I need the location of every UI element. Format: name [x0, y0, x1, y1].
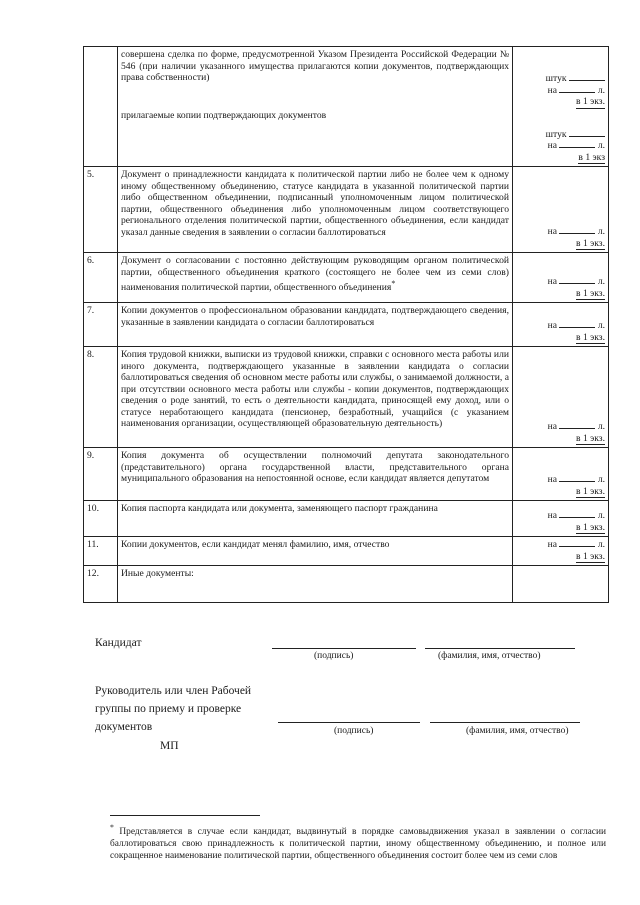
row-number: 8.	[84, 347, 118, 448]
qty-shtuk: штук	[545, 73, 567, 84]
footnote-mark: *	[110, 823, 114, 832]
qty-l: л.	[597, 421, 605, 432]
row-number: 10.	[84, 501, 118, 537]
qty-l: л.	[597, 539, 605, 550]
row-description: Копии документов о профессиональном образовании кандидата, подтверждающего сведения, указанные в заявлении кандидата о согласии баллотироваться	[118, 303, 513, 347]
row-description: Копия паспорта кандидата или документа, заменяющего паспорт гражданина	[118, 501, 513, 537]
qty-na: на	[547, 276, 557, 287]
row-description: Копия документа об осуществлении полномочий депутата законодательного (представительного) органа государственной власти, представительного органа муниципального образования на непостоянной основе, если кандидат является депутатом	[118, 448, 513, 501]
qty-na: на	[547, 140, 557, 151]
row-text: прилагаемые копии подтверждающих документов	[121, 109, 327, 121]
qty-na: на	[547, 539, 557, 550]
qty-ekz: в 1 экз.	[576, 485, 605, 497]
candidate-signature-line	[272, 648, 416, 649]
qty-na: на	[547, 510, 557, 521]
qty-l: л.	[597, 320, 605, 331]
head-label-line: документов	[95, 721, 153, 733]
table-row	[84, 537, 609, 566]
qty-ekz: в 1 экз.	[576, 237, 605, 249]
row-description	[118, 47, 513, 167]
qty-na: на	[547, 320, 557, 331]
qty-ekz: в 1 экз	[578, 151, 605, 163]
row-number: 6.	[84, 253, 118, 303]
mp-stamp-label: МП	[160, 740, 179, 752]
qty-ekz: в 1 экз.	[576, 521, 605, 533]
head-signature-line	[278, 722, 420, 723]
quantity-cell	[513, 47, 609, 167]
quantity-cell	[513, 566, 609, 603]
row-description: Документ о принадлежности кандидата к политической партии либо не более чем к одному иному общественному объединению, статусе кандидата в указанной политической партии либо общественном объединении, подписанный уполномоченным лицом политической партии, общественного объединения либо уполномоченным лицом соответствующего регионального отделения политической партии, общественного объединения, если кандидат указал данные сведения в заявлении о согласии баллотироваться	[118, 167, 513, 253]
head-label	[95, 682, 251, 736]
qty-l: л.	[597, 226, 605, 237]
signature-caption: (подпись)	[334, 726, 374, 736]
qty-ekz: в 1 экз.	[576, 432, 605, 444]
quantity-cell	[513, 253, 609, 303]
table-row	[84, 501, 609, 537]
row-text: совершена сделка по форме, предусмотренной Указом Президента Российской Федерации № 546 (при наличии указанного имущества прилагаются копии документов, подтверждающих права собственности)	[121, 49, 509, 83]
row-number: 7.	[84, 303, 118, 347]
footnote-ref: *	[391, 279, 396, 288]
quantity-cell	[513, 303, 609, 347]
candidate-label: Кандидат	[95, 637, 142, 649]
qty-ekz: в 1 экз.	[576, 96, 605, 107]
qty-na: на	[547, 421, 557, 432]
qty-l: л.	[597, 510, 605, 521]
table-row	[84, 347, 609, 448]
qty-ekz: в 1 экз.	[576, 331, 605, 343]
row-text: Документ о согласовании с постоянно действующим руководящим органом политической партии, общественного объединения краткого (состоящего не более чем из семи слов) наименования политической партии, общественного объединения	[121, 255, 509, 294]
qty-l: л.	[597, 474, 605, 485]
name-caption: (фамилия, имя, отчество)	[438, 651, 541, 661]
quantity-cell	[513, 537, 609, 566]
row-description	[118, 253, 513, 303]
qty-l: л.	[597, 276, 605, 287]
qty-shtuk: штук	[545, 128, 567, 140]
qty-ekz: в 1 экз.	[576, 550, 605, 562]
quantity-cell	[513, 501, 609, 537]
qty-na: на	[547, 474, 557, 485]
candidate-name-line	[425, 648, 575, 649]
head-name-line	[430, 722, 580, 723]
qty-na: на	[547, 84, 557, 96]
table-row	[84, 253, 609, 303]
table-row	[84, 448, 609, 501]
row-number: 11.	[84, 537, 118, 566]
qty-l: л.	[597, 84, 605, 96]
row-number: 9.	[84, 448, 118, 501]
quantity-cell	[513, 347, 609, 448]
qty-l: л.	[597, 140, 605, 151]
footnote-divider	[110, 815, 260, 816]
table-row	[84, 167, 609, 253]
row-number: 12.	[84, 566, 118, 603]
quantity-cell	[513, 448, 609, 501]
head-label-line: Руководитель или член Рабочей	[95, 685, 252, 697]
footnote	[110, 822, 606, 862]
head-label-line: группы по приему и проверке	[95, 703, 242, 715]
row-description: Иные документы:	[118, 566, 513, 603]
row-number	[84, 47, 118, 167]
documents-table	[83, 46, 609, 603]
table-row	[84, 47, 609, 167]
row-number: 5.	[84, 167, 118, 253]
table-row	[84, 303, 609, 347]
quantity-cell	[513, 167, 609, 253]
row-description: Копия трудовой книжки, выписки из трудовой книжки, справки с основного места работы или иного документа, подтверждающего указанные в заявлении кандидата о согласии баллотироваться сведения об основном месте работы или службы, о занимаемой должности, а при отсутствии основного места работы или службы - копии документов, подтверждающих сведения о роде занятий, то есть о деятельности кандидата, приносящей ему доход, или о статусе неработающего кандидата (пенсионер, безработный, учащийся (с указанием наименования организации, осуществляющей образовательную деятельность)	[118, 347, 513, 448]
qty-na: на	[547, 226, 557, 237]
qty-ekz: в 1 экз.	[576, 287, 605, 299]
footnote-text: Представляется в случае если кандидат, выдвинутый в порядке самовыдвижения указал в заявлении о согласии баллотироваться свою принадлежность к политической партии, иному общественному объединению, и полное или сокращенное наименование политической партии, общественного объединения состоит более чем из семи слов	[110, 827, 607, 862]
name-caption: (фамилия, имя, отчество)	[466, 726, 569, 736]
table-row	[84, 566, 609, 603]
signature-caption: (подпись)	[314, 651, 354, 661]
row-description: Копии документов, если кандидат менял фамилию, имя, отчество	[118, 537, 513, 566]
